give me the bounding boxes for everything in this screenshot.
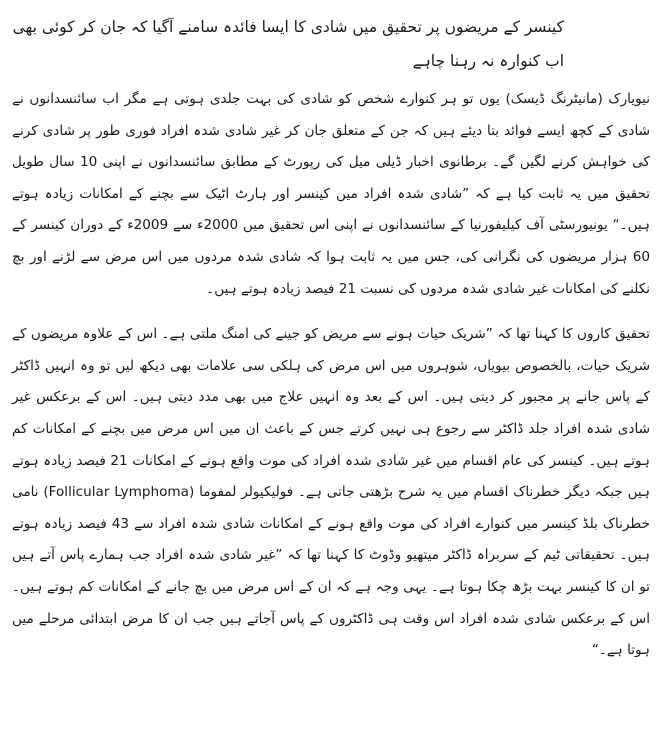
paragraph-1: نیویارک (مانیٹرنگ ڈیسک) یوں تو ہر کنوارے شخص کو شادی کی بہت جلدی ہوتی ہے مگر اب سائنسدانوں نے شادی کے کچھ ایسے فوائد بتا دیئے ہیں کہ جن کے متعلق جان کر غیر شادی شدہ افراد فوری طور پر شادی کرنے کی خواہش کرنے لگیں گے۔ برطانوی اخبار ڈیلی میل کی رپورٹ کے مطابق سائنسدانوں نے اپنی 10 سال طویل تحقیق میں یہ ثابت کیا ہے کہ ”شادی شدہ افراد میں کینسر اور ہارٹ اٹیک سے بچنے کے امکانات زیادہ ہوتے ہیں۔“ یونیورسٹی آف کیلیفورنیا کے سائنسدانوں نے اپنی اس تحقیق میں 2000ء سے 2009ء کے دوران کینسر کے 60 ہزار مریضوں کی نگرانی کی، جس میں یہ ثابت ہوا کہ شادی شدہ مردوں میں اس مرض سے لڑنے اور بچ نکلنے کی امکانات غیر شادی شدہ مردوں کی نسبت 21 فیصد زیادہ ہوتے ہیں۔ bbox=[12, 91, 651, 297]
headline: کینسر کے مریضوں پر تحقیق میں شادی کا ایسا فائدہ سامنے آگیا کہ جان کر کوئی بھی اب کنوارہ نہ رہنا چاہے bbox=[12, 18, 564, 70]
paragraph-2: تحقیق کاروں کا کہنا تھا کہ ”شریک حیات ہونے سے مریض کو جینے کی امنگ ملتی ہے۔ اس کے علاوہ مریضوں کے شریک حیات، بالخصوص بیویاں، شوہروں میں اس مرض کی ہلکی سی علامات بھی دیکھ لیں تو وہ انہیں ڈاکٹر کے پاس جانے پر مجبور کر دیتی ہیں۔ اس کے بعد وہ انہیں علاج میں بھی مدد دیتی ہیں۔ اس کے برعکس غیر شادی شدہ افراد جلد ڈاکٹر سے رجوع ہی نہیں کرتے جس کے باعث ان میں اس مرض میں بچنے کے امکانات کم ہوتے ہیں۔ کینسر کی عام اقسام میں غیر شادی شدہ افراد کی موت واقع ہونے کے امکانات 21 فیصد زیادہ ہوتے ہیں جبکہ دیگر خطرناک اقسام میں یہ شرح بڑھتی جاتی ہے۔ فولیکیولر لمفوما (Follicular Lymphoma) نامی خطرناک بلڈ کینسر میں کنوارے افراد کی موت واقع ہونے کے امکانات شادی شدہ افراد سے 43 فیصد زیادہ ہوتے ہیں۔ تحقیقاتی ٹیم کے سربراہ ڈاکٹر میتھیو وڈوٹ کا کہنا تھا کہ ”غیر شادی شدہ افراد جب ہمارے پاس آتے ہیں تو ان کا کینسر بہت بڑھ چکا ہوتا ہے۔ یہی وجہ ہے کہ ان کے اس مرض میں بچ جانے کے امکانات کم ہوتے ہیں۔ اس کے برعکس شادی شدہ افراد اس وقت ہی ڈاکٹروں کے پاس آجاتے ہیں جب ان کا مرض ابتدائی مرحلے میں ہوتا ہے۔“ bbox=[12, 326, 651, 659]
